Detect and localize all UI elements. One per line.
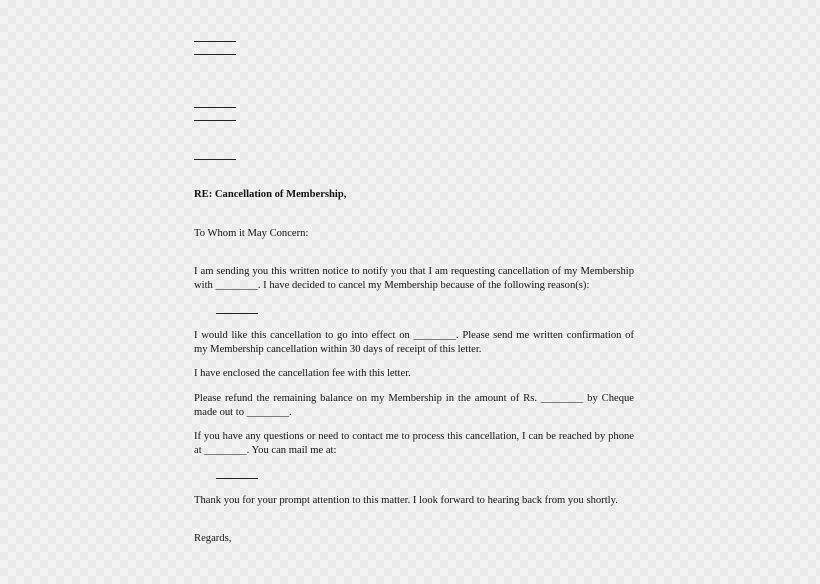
- paragraph-line: at ________. You can mail me at:: [194, 444, 337, 456]
- paragraph-line: If you have any questions or need to contact me to process this cancellation, I can be reached by phone: [194, 431, 634, 442]
- paragraph-line: I would like this cancellation to go into effect on ________. Please send me written confirmation of: [194, 330, 634, 341]
- paragraph-cancellation-fee: I have enclosed the cancellation fee with this letter.: [194, 368, 411, 379]
- paragraph-line: my Membership cancellation within 30 days of receipt of this letter.: [194, 343, 482, 355]
- mailing-address-blank: [216, 478, 258, 479]
- paragraph-line: made out to ________.: [194, 406, 292, 418]
- recipient-address-blank-2: [194, 120, 236, 121]
- sender-address-blank-2: [194, 54, 236, 55]
- paragraph-refund: [194, 392, 634, 419]
- salutation: To Whom it May Concern:: [194, 228, 309, 239]
- paragraph-line: I am sending you this written notice to notify you that I am requesting cancellation of my Membership: [194, 266, 634, 277]
- re-line: RE: Cancellation of Membership,: [194, 189, 347, 200]
- paragraph-line: Please refund the remaining balance on my Membership in the amount of Rs. ________ by Cheque: [194, 393, 634, 404]
- closing: Regards,: [194, 533, 232, 544]
- paragraph-thank-you: Thank you for your prompt attention to this matter. I look forward to hearing back from you shortly.: [194, 495, 618, 506]
- paragraph-cancellation-notice: [194, 265, 634, 292]
- sender-address-blank-1: [194, 41, 236, 42]
- date-blank: [194, 159, 236, 160]
- reasons-blank: [216, 313, 258, 314]
- paragraph-contact: [194, 430, 634, 457]
- paragraph-line: with ________. I have decided to cancel my Membership because of the following reason(s):: [194, 279, 590, 291]
- paragraph-effective-date: [194, 329, 634, 356]
- recipient-address-blank-1: [194, 107, 236, 108]
